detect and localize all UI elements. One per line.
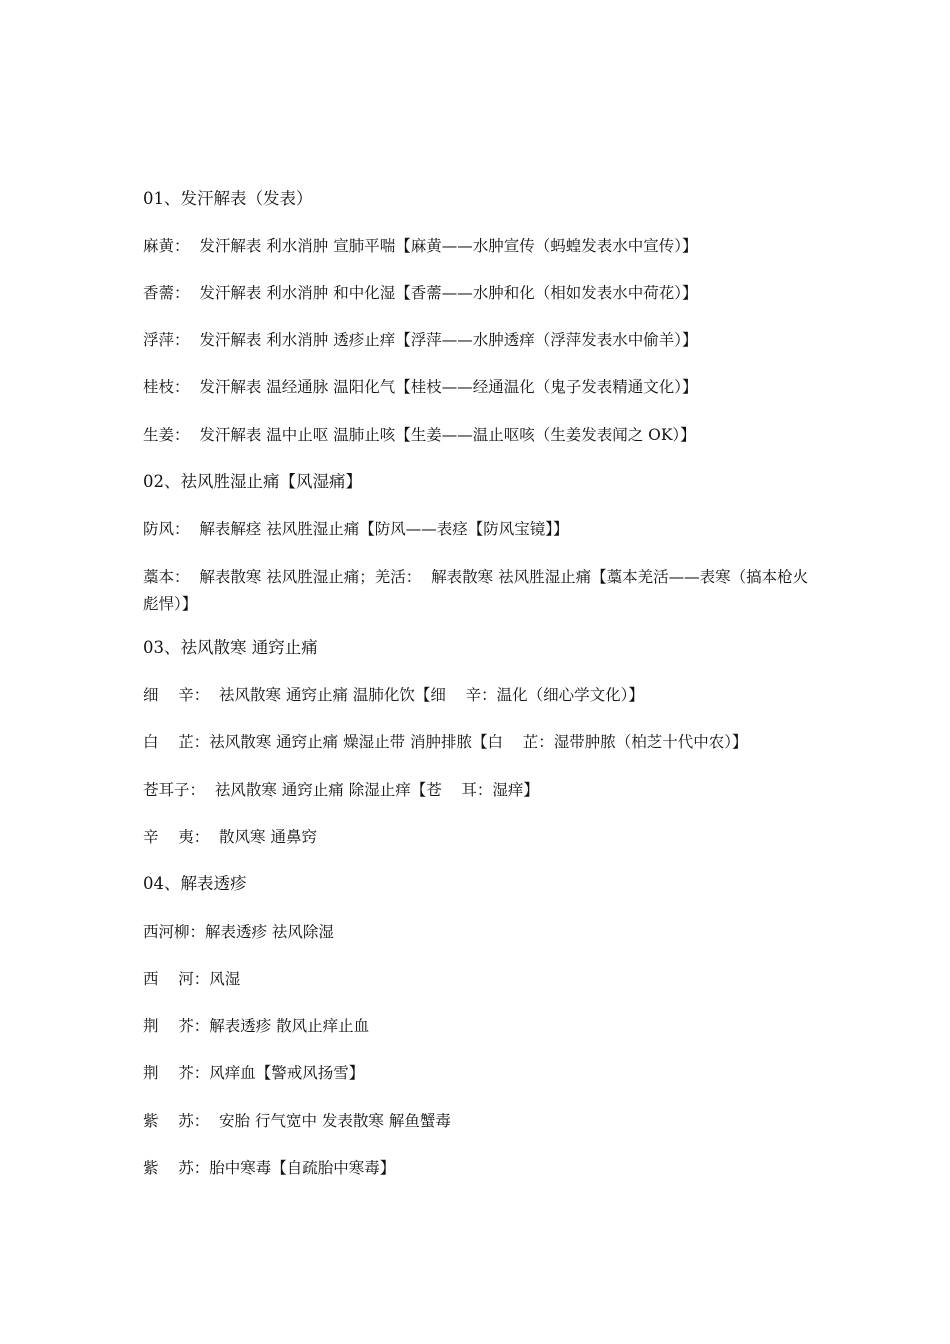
- entry-gaoben-qianghuo: 藁本： 解表散寒 祛风胜湿止痛；羌活： 解表散寒 祛风胜湿止痛【藁本羌活——表寒（搞本枪火彪悍）】: [143, 568, 809, 613]
- entry-guizhi: 桂枝： 发汗解表 温经通脉 温阳化气【桂枝——经通温化（鬼子发表精通文化）】: [143, 378, 698, 396]
- section-heading-01: 01、发汗解表（发表）: [143, 189, 313, 208]
- section-heading-04: 04、解表透疹: [143, 874, 247, 893]
- section-heading-03: 03、祛风散寒 通窍止痛: [143, 638, 318, 657]
- entry-xihe: 西 河：风湿: [143, 970, 241, 988]
- entry-shengjiang: 生姜： 发汗解表 温中止呕 温肺止咳【生姜——温止呕咳（生姜发表闻之 OK）】: [143, 426, 696, 444]
- entry-xixin: 细 辛： 祛风散寒 通窍止痛 温肺化饮【细 辛：温化（细心学文化）】: [143, 686, 644, 704]
- entry-xiangru: 香薷： 发汗解表 利水消肿 和中化湿【香薷——水肿和化（相如发表水中荷花）】: [143, 284, 698, 302]
- entry-jingjie-2: 荆 芥：风痒血【警戒风扬雪】: [143, 1064, 365, 1082]
- entry-mahuang: 麻黄： 发汗解表 利水消肿 宣肺平喘【麻黄——水肿宣传（蚂蝗发表水中宣传）】: [143, 237, 698, 255]
- entry-xinyi: 辛 夷： 散风寒 通鼻窍: [143, 828, 317, 846]
- entry-baizhi: 白 芷：祛风散寒 通窍止痛 燥湿止带 消肿排脓【白 芷：湿带肿脓（柏芝十代中农）】: [143, 733, 748, 751]
- entry-zisu-2: 紫 苏：胎中寒毒【自疏胎中寒毒】: [143, 1159, 396, 1177]
- section-heading-02: 02、祛风胜湿止痛【风湿痛】: [143, 472, 362, 491]
- entry-fuping: 浮萍： 发汗解表 利水消肿 透疹止痒【浮萍——水肿透痒（浮萍发表水中偷羊）】: [143, 331, 698, 349]
- entry-jingjie-1: 荆 芥：解表透疹 散风止痒止血: [143, 1017, 370, 1035]
- entry-zisu-1: 紫 苏： 安胎 行气宽中 发表散寒 解鱼蟹毒: [143, 1112, 451, 1130]
- entry-cangerzi: 苍耳子： 祛风散寒 通窍止痛 除湿止痒【苍 耳：湿痒】: [143, 781, 539, 799]
- entry-xiheliu: 西河柳：解表透疹 祛风除湿: [143, 923, 334, 941]
- entry-fangfeng: 防风： 解表解痉 祛风胜湿止痛【防风——表痉【防风宝镜】】: [143, 520, 569, 538]
